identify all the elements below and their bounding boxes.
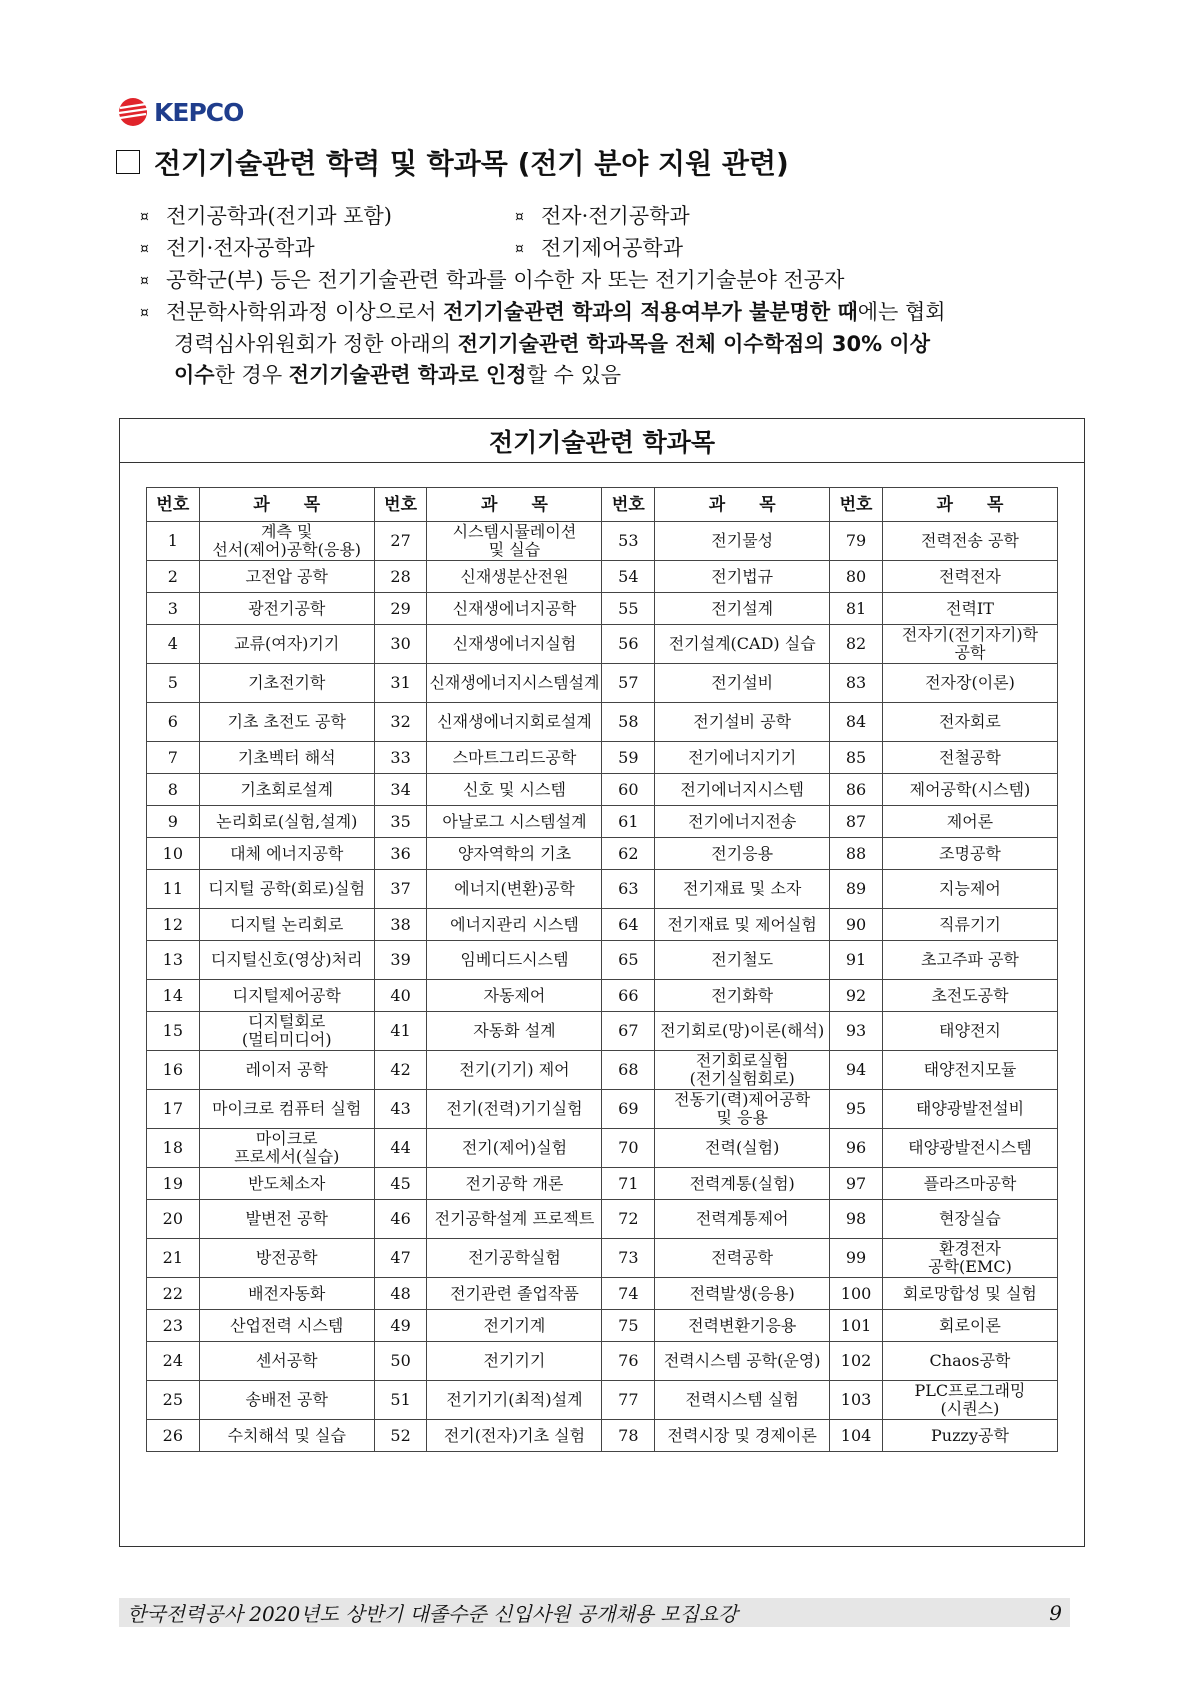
bullet-emphasis: 이수 (174, 363, 215, 387)
subject-number: 9 (147, 806, 200, 838)
eligibility-list (140, 201, 1080, 391)
subject-number: 68 (602, 1051, 655, 1090)
subject-number: 36 (374, 838, 427, 870)
subject-name: 전기에너지전송 (655, 806, 830, 838)
subject-name: 신재생에너지실험 (427, 625, 602, 664)
subject-number: 3 (147, 593, 200, 625)
subject-number: 17 (147, 1090, 200, 1129)
subject-number: 26 (147, 1420, 200, 1452)
subject-number: 74 (602, 1278, 655, 1310)
subject-number: 64 (602, 909, 655, 941)
table-row (147, 1051, 1058, 1090)
bullet-row (140, 233, 1080, 265)
subject-name: 신재생분산전원 (427, 561, 602, 593)
subject-number: 78 (602, 1420, 655, 1452)
subject-number: 92 (830, 980, 883, 1012)
table-row (147, 838, 1058, 870)
bullet-emphasis: 전기기술관련 학과의 적용여부가 불분명한 때 (443, 300, 858, 324)
subject-number: 87 (830, 806, 883, 838)
page-title-text: 전기기술관련 학력 및 학과목 (전기 분야 지원 관련) (154, 147, 789, 180)
subject-name: 전기설비 (655, 664, 830, 703)
subject-name: 전자회로 (882, 703, 1057, 742)
column-header-subject: 과 목 (199, 488, 374, 522)
subject-number: 22 (147, 1278, 200, 1310)
subject-name: 시스템시뮬레이션 및 실습 (427, 522, 602, 561)
subject-name: 태양광발전시스템 (882, 1129, 1057, 1168)
subject-name: 전기설계 (655, 593, 830, 625)
subject-number: 88 (830, 838, 883, 870)
subject-number: 15 (147, 1012, 200, 1051)
subject-number: 91 (830, 941, 883, 980)
subject-name: 전기공학 개론 (427, 1168, 602, 1200)
subject-name: 디지털 논리회로 (199, 909, 374, 941)
subject-name: 양자역학의 기초 (427, 838, 602, 870)
bullet-row (140, 297, 1080, 329)
subject-name: 전기설비 공학 (655, 703, 830, 742)
table-row (147, 1278, 1058, 1310)
subject-name: 전기설계(CAD) 실습 (655, 625, 830, 664)
subject-number: 85 (830, 742, 883, 774)
subject-name: 전기에너지기기 (655, 742, 830, 774)
subject-name: 전기물성 (655, 522, 830, 561)
subject-name: 임베디드시스템 (427, 941, 602, 980)
subject-number: 42 (374, 1051, 427, 1090)
subject-name: 전력(실험) (655, 1129, 830, 1168)
subject-name: 기초회로설계 (199, 774, 374, 806)
page-title (116, 142, 1076, 182)
subject-number: 24 (147, 1342, 200, 1381)
subject-name: 전력계통제어 (655, 1200, 830, 1239)
subject-name: 기초 초전도 공학 (199, 703, 374, 742)
table-row (147, 941, 1058, 980)
table-header-row (147, 488, 1058, 522)
subject-name: 디지털제어공학 (199, 980, 374, 1012)
subject-number: 82 (830, 625, 883, 664)
subject-name: 전자장(이론) (882, 664, 1057, 703)
subject-number: 69 (602, 1090, 655, 1129)
bullet-icon: ¤ (515, 209, 524, 225)
bullet-icon: ¤ (515, 241, 524, 257)
subject-number: 56 (602, 625, 655, 664)
subject-number: 10 (147, 838, 200, 870)
subject-number: 46 (374, 1200, 427, 1239)
subject-name: 전기응용 (655, 838, 830, 870)
subject-name: 회로망합성 및 실험 (882, 1278, 1057, 1310)
subject-name: 지능제어 (882, 870, 1057, 909)
subject-name: 자동제어 (427, 980, 602, 1012)
subject-number: 4 (147, 625, 200, 664)
subject-name: 제어론 (882, 806, 1057, 838)
subject-number: 35 (374, 806, 427, 838)
subject-name: 수치해석 및 실습 (199, 1420, 374, 1452)
subject-number: 81 (830, 593, 883, 625)
table-row (147, 561, 1058, 593)
subject-name: 직류기기 (882, 909, 1057, 941)
table-row (147, 593, 1058, 625)
subject-number: 99 (830, 1239, 883, 1278)
table-row (147, 625, 1058, 664)
subject-name: 스마트그리드공학 (427, 742, 602, 774)
table-row (147, 522, 1058, 561)
subject-number: 65 (602, 941, 655, 980)
subject-name: 신재생에너지공학 (427, 593, 602, 625)
subject-number: 90 (830, 909, 883, 941)
subject-name: 디지털신호(영상)처리 (199, 941, 374, 980)
bullet-text: 전기·전자공학과 (166, 236, 315, 260)
subject-number: 20 (147, 1200, 200, 1239)
subject-name: 방전공학 (199, 1239, 374, 1278)
bullet-row (140, 265, 1080, 297)
subject-name: 전력IT (882, 593, 1057, 625)
subject-number: 103 (830, 1381, 883, 1420)
subject-number: 84 (830, 703, 883, 742)
subject-number: 100 (830, 1278, 883, 1310)
subject-number: 86 (830, 774, 883, 806)
subject-name: 전력변환기응용 (655, 1310, 830, 1342)
subject-name: 태양전지모듈 (882, 1051, 1057, 1090)
subject-number: 59 (602, 742, 655, 774)
subject-name: 에너지(변환)공학 (427, 870, 602, 909)
table-row (147, 742, 1058, 774)
subject-name: 전기(전력)기기실험 (427, 1090, 602, 1129)
subject-number: 30 (374, 625, 427, 664)
table-row (147, 774, 1058, 806)
subject-name: 레이저 공학 (199, 1051, 374, 1090)
subject-name: 전력시스템 실험 (655, 1381, 830, 1420)
subject-number: 61 (602, 806, 655, 838)
subject-number: 101 (830, 1310, 883, 1342)
subject-name: 마이크로 프로세서(실습) (199, 1129, 374, 1168)
subject-number: 71 (602, 1168, 655, 1200)
subject-name: 전기공학실험 (427, 1239, 602, 1278)
subject-name: 전기회로(망)이론(해석) (655, 1012, 830, 1051)
column-header-number: 번호 (602, 488, 655, 522)
subject-name: 전기철도 (655, 941, 830, 980)
subject-number: 5 (147, 664, 200, 703)
subject-name: 전기에너지시스템 (655, 774, 830, 806)
logo-text: KEPCO (154, 97, 244, 127)
table-row (147, 664, 1058, 703)
checkbox-square-icon (116, 150, 140, 174)
column-header-subject: 과 목 (655, 488, 830, 522)
subject-name: 초전도공학 (882, 980, 1057, 1012)
subject-number: 58 (602, 703, 655, 742)
subject-number: 96 (830, 1129, 883, 1168)
subject-name: 아날로그 시스템설계 (427, 806, 602, 838)
subject-number: 98 (830, 1200, 883, 1239)
column-header-subject: 과 목 (882, 488, 1057, 522)
subject-number: 70 (602, 1129, 655, 1168)
subject-name: Puzzy공학 (882, 1420, 1057, 1452)
subject-number: 2 (147, 561, 200, 593)
subject-number: 11 (147, 870, 200, 909)
subject-name: 전철공학 (882, 742, 1057, 774)
subject-name: 광전기공학 (199, 593, 374, 625)
subject-name: 현장실습 (882, 1200, 1057, 1239)
subject-number: 6 (147, 703, 200, 742)
subject-name: 전력발생(응용) (655, 1278, 830, 1310)
column-header-number: 번호 (147, 488, 200, 522)
subject-number: 51 (374, 1381, 427, 1420)
bullet-text: 전자·전기공학과 (541, 204, 690, 228)
subject-number: 48 (374, 1278, 427, 1310)
subject-name: 전기회로실험 (전기실험회로) (655, 1051, 830, 1090)
subject-number: 45 (374, 1168, 427, 1200)
subjects-frame (119, 418, 1085, 1547)
subject-name: 전기기기(최적)설계 (427, 1381, 602, 1420)
table-row (147, 1168, 1058, 1200)
subject-number: 94 (830, 1051, 883, 1090)
subject-name: 전기재료 및 소자 (655, 870, 830, 909)
subject-number: 37 (374, 870, 427, 909)
subject-name: PLC프로그래밍 (시퀀스) (882, 1381, 1057, 1420)
subject-name: 전기관련 졸업작품 (427, 1278, 602, 1310)
page-number: 9 (1049, 1600, 1062, 1625)
subject-name: 초고주파 공학 (882, 941, 1057, 980)
subject-number: 63 (602, 870, 655, 909)
bullet-icon: ¤ (140, 241, 149, 257)
subject-number: 23 (147, 1310, 200, 1342)
subject-number: 43 (374, 1090, 427, 1129)
subject-number: 57 (602, 664, 655, 703)
subject-name: 디지털 공학(회로)실험 (199, 870, 374, 909)
column-header-number: 번호 (374, 488, 427, 522)
subject-number: 8 (147, 774, 200, 806)
table-row (147, 1129, 1058, 1168)
subject-name: 전력전자 (882, 561, 1057, 593)
subject-number: 47 (374, 1239, 427, 1278)
subject-name: 회로이론 (882, 1310, 1057, 1342)
subject-name: 전기재료 및 제어실험 (655, 909, 830, 941)
bullet-text: 한 경우 (214, 363, 289, 387)
table-row (147, 1090, 1058, 1129)
bullet-text: 전기공학과(전기과 포함) (166, 204, 392, 228)
subject-name: 신재생에너지회로설계 (427, 703, 602, 742)
subject-number: 93 (830, 1012, 883, 1051)
subject-name: 산업전력 시스템 (199, 1310, 374, 1342)
subject-name: 조명공학 (882, 838, 1057, 870)
bullet-continuation (140, 329, 1080, 360)
bullet-text: 경력심사위원회가 정한 아래의 (174, 332, 458, 356)
subject-name: 태양전지 (882, 1012, 1057, 1051)
subject-name: 에너지관리 시스템 (427, 909, 602, 941)
subject-number: 16 (147, 1051, 200, 1090)
table-row (147, 980, 1058, 1012)
subject-number: 14 (147, 980, 200, 1012)
kepco-emblem-icon (116, 97, 150, 127)
subject-number: 102 (830, 1342, 883, 1381)
subject-number: 73 (602, 1239, 655, 1278)
subject-name: 전기법규 (655, 561, 830, 593)
subject-name: 마이크로 컴퓨터 실험 (199, 1090, 374, 1129)
subject-number: 66 (602, 980, 655, 1012)
subject-name: 발변전 공학 (199, 1200, 374, 1239)
bullet-text: 할 수 있음 (526, 363, 622, 387)
subject-number: 12 (147, 909, 200, 941)
subject-number: 29 (374, 593, 427, 625)
subject-name: 전기화학 (655, 980, 830, 1012)
bullet-text: 전문학사학위과정 이상으로서 (166, 300, 444, 324)
subject-name: 전력전송 공학 (882, 522, 1057, 561)
subject-number: 40 (374, 980, 427, 1012)
subject-name: 배전자동화 (199, 1278, 374, 1310)
bullet-icon: ¤ (140, 273, 149, 289)
bullet-icon: ¤ (140, 209, 149, 225)
subject-name: 전기(제어)실험 (427, 1129, 602, 1168)
subject-name: 전기(전자)기초 실험 (427, 1420, 602, 1452)
subject-number: 39 (374, 941, 427, 980)
subject-number: 60 (602, 774, 655, 806)
subject-name: 환경전자 공학(EMC) (882, 1239, 1057, 1278)
subject-number: 44 (374, 1129, 427, 1168)
subject-name: 디지털회로 (멀티미디어) (199, 1012, 374, 1051)
subject-name: 고전압 공학 (199, 561, 374, 593)
subject-name: 태양광발전설비 (882, 1090, 1057, 1129)
subject-number: 50 (374, 1342, 427, 1381)
subject-name: 전기공학설계 프로젝트 (427, 1200, 602, 1239)
bullet-text: 전기제어공학과 (541, 236, 684, 260)
subject-name: 전기기기 (427, 1342, 602, 1381)
subject-number: 104 (830, 1420, 883, 1452)
subject-name: 송배전 공학 (199, 1381, 374, 1420)
bullet-emphasis: 전기기술관련 학과목을 전체 이수학점의 30% 이상 (457, 332, 931, 356)
table-row (147, 1420, 1058, 1452)
subject-name: 교류(여자)기기 (199, 625, 374, 664)
subject-number: 41 (374, 1012, 427, 1051)
subject-name: 논리회로(실험,설계) (199, 806, 374, 838)
subject-number: 55 (602, 593, 655, 625)
subject-number: 7 (147, 742, 200, 774)
table-row (147, 1239, 1058, 1278)
subject-name: Chaos공학 (882, 1342, 1057, 1381)
subject-number: 28 (374, 561, 427, 593)
subject-name: 반도체소자 (199, 1168, 374, 1200)
subject-name: 전력시스템 공학(운영) (655, 1342, 830, 1381)
table-row (147, 1381, 1058, 1420)
page-footer (119, 1598, 1070, 1627)
subject-name: 플라즈마공학 (882, 1168, 1057, 1200)
subject-number: 83 (830, 664, 883, 703)
column-header-subject: 과 목 (427, 488, 602, 522)
subject-number: 27 (374, 522, 427, 561)
table-row (147, 1012, 1058, 1051)
subject-number: 21 (147, 1239, 200, 1278)
subject-number: 33 (374, 742, 427, 774)
subject-number: 54 (602, 561, 655, 593)
subject-number: 76 (602, 1342, 655, 1381)
subjects-title: 전기기술관련 학과목 (120, 419, 1084, 463)
subject-number: 97 (830, 1168, 883, 1200)
subject-number: 53 (602, 522, 655, 561)
table-row (147, 1310, 1058, 1342)
subjects-table (146, 487, 1058, 1452)
bullet-text: 에는 협회 (857, 300, 946, 324)
subject-name: 센서공학 (199, 1342, 374, 1381)
subject-number: 89 (830, 870, 883, 909)
subject-number: 79 (830, 522, 883, 561)
subject-number: 95 (830, 1090, 883, 1129)
subject-number: 1 (147, 522, 200, 561)
subject-name: 대체 에너지공학 (199, 838, 374, 870)
subject-name: 전기기계 (427, 1310, 602, 1342)
table-row (147, 1200, 1058, 1239)
subject-number: 13 (147, 941, 200, 980)
column-header-number: 번호 (830, 488, 883, 522)
table-row (147, 806, 1058, 838)
subject-name: 계측 및 선서(제어)공학(응용) (199, 522, 374, 561)
subject-name: 전력시장 및 경제이론 (655, 1420, 830, 1452)
kepco-logo (116, 96, 266, 128)
subject-number: 49 (374, 1310, 427, 1342)
subject-number: 19 (147, 1168, 200, 1200)
subject-number: 77 (602, 1381, 655, 1420)
subject-number: 32 (374, 703, 427, 742)
subject-number: 34 (374, 774, 427, 806)
subject-name: 자동화 설계 (427, 1012, 602, 1051)
subject-name: 제어공학(시스템) (882, 774, 1057, 806)
subject-number: 67 (602, 1012, 655, 1051)
subject-number: 18 (147, 1129, 200, 1168)
subject-name: 기초전기학 (199, 664, 374, 703)
subject-name: 기초벡터 해석 (199, 742, 374, 774)
subject-number: 62 (602, 838, 655, 870)
table-row (147, 909, 1058, 941)
subject-number: 72 (602, 1200, 655, 1239)
subject-name: 전기(기기) 제어 (427, 1051, 602, 1090)
bullet-continuation (140, 360, 1080, 391)
table-row (147, 703, 1058, 742)
subject-number: 25 (147, 1381, 200, 1420)
subject-number: 75 (602, 1310, 655, 1342)
bullet-icon: ¤ (140, 305, 149, 321)
subject-number: 80 (830, 561, 883, 593)
subject-name: 전동기(력)제어공학 및 응용 (655, 1090, 830, 1129)
subject-name: 신재생에너지시스템설계 (427, 664, 602, 703)
table-row (147, 1342, 1058, 1381)
subject-number: 38 (374, 909, 427, 941)
subject-name: 전력공학 (655, 1239, 830, 1278)
bullet-row (140, 201, 1080, 233)
bullet-emphasis: 전기기술관련 학과로 인정 (288, 363, 527, 387)
bullet-text: 공학군(부) 등은 전기기술관련 학과를 이수한 자 또는 전기기술분야 전공자 (166, 268, 845, 292)
subject-name: 신호 및 시스템 (427, 774, 602, 806)
subject-name: 전자기(전기자기)학 공학 (882, 625, 1057, 664)
subject-number: 31 (374, 664, 427, 703)
subject-number: 52 (374, 1420, 427, 1452)
subject-name: 전력계통(실험) (655, 1168, 830, 1200)
footer-text: 한국전력공사 2020년도 상반기 대졸수준 신입사원 공개채용 모집요강 (127, 1602, 738, 1626)
table-row (147, 870, 1058, 909)
